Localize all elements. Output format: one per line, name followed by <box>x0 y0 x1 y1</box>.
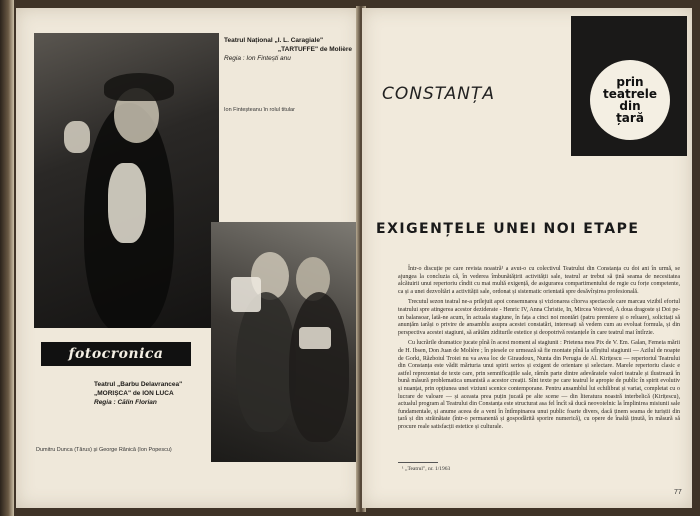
section-badge-teatre <box>571 16 687 156</box>
photo1-caption: Ion Finteșteanu în rolul titular <box>224 107 295 113</box>
footnote-rule <box>398 462 438 463</box>
badge-line: teatrele <box>602 87 658 101</box>
badge-circle <box>590 60 670 140</box>
footnote: ¹ „Teatrul", nr. 1/1963 <box>402 466 451 472</box>
badge-line: prin <box>616 75 644 89</box>
book-binding <box>0 0 14 516</box>
photo-tartuffe <box>34 33 219 328</box>
section-badge-fotocronica: fotocronica <box>41 342 191 366</box>
caption-direction: Regia : Călin Florian <box>94 399 157 406</box>
caption-tartuffe <box>224 36 352 63</box>
city-heading: CONSTANȚA <box>382 84 495 104</box>
article-paragraph: Cu lucrările dramatice jucate pînă în acest moment al stagiunii : Prietena mea Pix de V. Em. Galan, Femeia mării de H. Ibsen, Don Juan de Molière ; în piesele ce urmează să fie montate pînă la sfîrșitul stagiunii — Azilul de noapte de Gorki, Războiul Troiei nu va avea loc de Giraudoux, Nunta din Perugia de Al. Kirițescu — repertoriul Teatrului din Constanța este vădit mărturia unui spirit serios și exigent de orientare și selectare. Marele repertoriu clasic e astfel reprezentat de texte care, prin semnificațiile sale, rămîn parte dintre adevăratele valori teatrale și ilustrează în bună măsură problematica umanistă a acestor creații. Sînt texte pe care teatrul le apropie de public în spirit evolutiv și nuanțat, prin opțiunea unei viziuni scenice contemporane. Pentru ansamblul lui echilibrat și variat, completat cu o lucrare de valoare — și aceasta prea puțin jucată pe alte scene — din literatura noastră interbelică (Kirițescu), actualul program al Teatrului din Constanța este structurat asa fel încît să ducă neovoielnic la împlinirea misiunii sale fundamentale, și anume aceea de a veni în întîmpinarea unui public foarte divers, dacă ținem seama de turiștii din țară și din străinătate (într-o permanentă și gospodărită sporire numerică), cu opere de înaltă ținută, în măsură să procure reale satisfacții estetice și culturale. <box>398 340 680 430</box>
article-paragraph: Într-o discuție pe care revista noastră¹ a avut-o cu colectivul Teatrului din Constanța cu doi ani în urmă, se ajungea la concluzia că, în vederea îmbunătățirii activității sale, teatrul ar trebui să țină seama de necesitatea alcătuirii unui repertoriu cîndit cu mai multă exigență, de asigurarea compartimentului de regie cu forțe competente, ca și a unei dezvoltări a activității sale, ordonat și sistematic orientată spre desăvîrșirea profesională. <box>398 266 680 295</box>
article-body <box>398 266 680 434</box>
caption-morisca <box>94 380 214 407</box>
caption-play: „TARTUFFE" de Molière <box>277 46 352 53</box>
photo2-caption: Dumitru Dunca (Tărus) și George Rănică (Ion Popescu) <box>36 447 172 453</box>
page-number: 77 <box>674 489 682 496</box>
caption-direction: Regia : Ion Fintești anu <box>224 55 291 62</box>
article-headline: EXIGENȚELE UNEI NOI ETAPE <box>376 221 640 237</box>
caption-theatre: Teatrul „Barbu Delavrancea" <box>94 381 183 388</box>
right-page <box>362 8 692 508</box>
left-page <box>16 8 360 508</box>
badge-line: din <box>619 99 641 113</box>
caption-play: „MORIȘCA" de ION LUCA <box>94 390 174 397</box>
badge-line: țară <box>616 111 644 125</box>
photo-morisca <box>211 222 361 462</box>
article-paragraph: Trecutul sezon teatral ne-a prilejuit apoi consemnarea și vizionarea cîtorva spectacole care marcau vizibil efortul teatrului spre atingerea acestor deziderate - Henric IV, Anna Christie, In, Mircea Voievod, A doua dragoste și Doi pe-un balansoar, lată-ne acum, în actuala stagiune, în fața a cinci noi montări (patru premiere și o reluare), solicitați să anunțăm iarăși o privire de ansamblu asupra acestei constatări, interesați să vedem cum au evoluat formula, și din perspectiva acestei stagiuni, să arătăm ziditurile estetice și deopotrivă restanțele în care teatrul mai întîrzie. <box>398 299 680 336</box>
caption-theatre: Teatrul Național „I. L. Caragiale" <box>224 37 324 44</box>
